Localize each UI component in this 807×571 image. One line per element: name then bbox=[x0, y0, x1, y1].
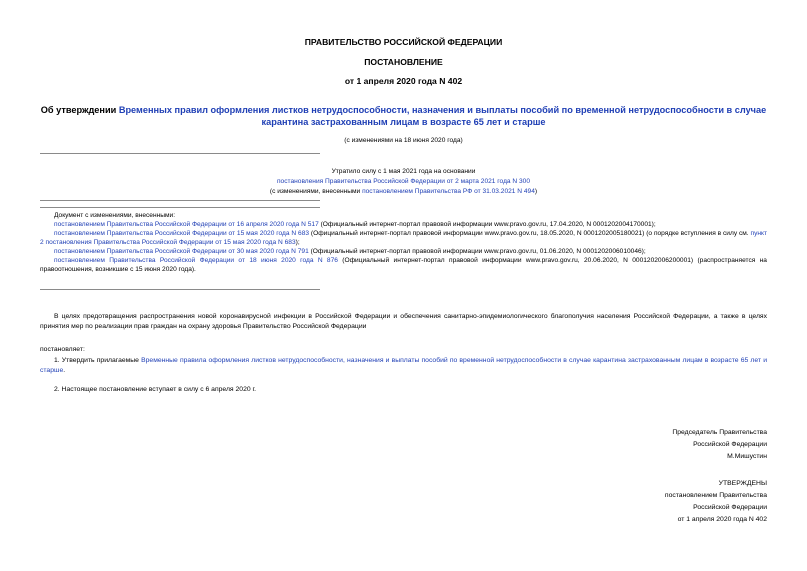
approved-block bbox=[500, 478, 767, 526]
amendment-item bbox=[40, 229, 767, 247]
intro-paragraph: В целях предотвращения распространения новой коронавирусной инфекции в Российской Федерации и обеспечения санитарно-эпидемиологического благополучия населения Российской Федерации, а также в целях принятия мер по реализации прав граждан на охрану здоровья Правительство Российской Федерации bbox=[40, 313, 767, 330]
p1-rules-link[interactable]: Временные правила оформления листков нетрудоспособности, назначения и выплаты пособий по временной нетрудоспособности в случае карантина застрахованным лицам в возрасте 65 лет и старше bbox=[40, 357, 767, 374]
expired-line3-pre: (с изменениями, внесенными bbox=[269, 188, 363, 195]
divider bbox=[40, 200, 320, 201]
amendment-link[interactable]: постановлением Правительства Российской Федерации от 16 апреля 2020 года N 517 bbox=[54, 221, 319, 228]
amendment-item bbox=[40, 256, 767, 274]
signature-block bbox=[500, 427, 767, 463]
expired-line1: Утратило силу с 1 мая 2021 года на основании bbox=[331, 168, 476, 175]
p1-pre: 1. Утвердить прилагаемые bbox=[54, 357, 142, 364]
signature-line3: М.Мишустин bbox=[727, 453, 767, 460]
approved-line4: от 1 апреля 2020 года N 402 bbox=[677, 516, 767, 523]
amendment-item bbox=[40, 247, 767, 256]
amendment-link[interactable]: постановлением Правительства Российской Федерации от 15 мая 2020 года N 683 bbox=[54, 230, 310, 237]
expired-line3-post: ) bbox=[534, 188, 538, 195]
title-link[interactable]: Временных правил оформления листков нетрудоспособности, назначения и выплаты пособий по временной нетрудоспособности в случае карантина застрахованным лицам в возрасте 65 лет и старше bbox=[118, 105, 767, 127]
expired-line3 bbox=[210, 187, 597, 197]
org-heading: ПРАВИТЕЛЬСТВО РОССИЙСКОЙ ФЕДЕРАЦИИ bbox=[304, 37, 503, 47]
amendments-heading: Документ с изменениями, внесенными: bbox=[54, 212, 176, 219]
signature-line2: Российской Федерации bbox=[693, 441, 767, 448]
expired-note bbox=[210, 167, 597, 197]
amendment-link[interactable]: постановлением Правительства Российской Федерации от 30 мая 2020 года N 791 bbox=[54, 248, 309, 255]
title-prefix: Об утверждении bbox=[40, 105, 119, 115]
expired-amend-link[interactable]: постановлением Правительства РФ от 31.03.2021 N 494 bbox=[362, 188, 535, 195]
amendment-item bbox=[40, 220, 767, 229]
amendment-text: ); bbox=[295, 239, 300, 246]
doc-type-heading: ПОСТАНОВЛЕНИЕ bbox=[364, 57, 443, 67]
divider bbox=[40, 153, 320, 154]
signature-line1: Председатель Правительства bbox=[672, 429, 767, 436]
approved-line3: Российской Федерации bbox=[693, 504, 767, 511]
p1-post: . bbox=[63, 367, 66, 374]
expired-repeal-link[interactable]: постановления Правительства Российской Федерации от 2 марта 2021 года N 300 bbox=[276, 178, 531, 185]
divider bbox=[40, 207, 320, 208]
approved-line1: УТВЕРЖДЕНЫ bbox=[718, 480, 767, 487]
changes-note: (с изменениями на 18 июня 2020 года) bbox=[344, 137, 463, 144]
amendment-text: (Официальный интернет-портал правовой информации www.pravo.gov.ru, 18.05.2020, N 0001202005180021) (о порядке вступления в силу см. bbox=[309, 230, 751, 237]
amendment-link[interactable]: пункт 2 постановления Правительства Российской Федерации от 15 мая 2020 года N 683 bbox=[40, 230, 767, 246]
document-title bbox=[40, 104, 767, 128]
amendment-text: (Официальный интернет-портал правовой информации www.pravo.gov.ru, 20.06.2020, N 0001202006200001) (распространяется на правоотношения, возникшие с 15 июня 2020 года). bbox=[40, 257, 767, 273]
amendments-list bbox=[40, 211, 767, 274]
amendment-text: (Официальный интернет-портал правовой информации www.pravo.gov.ru, 01.06.2020, N 0001202006010046); bbox=[308, 248, 646, 255]
amendment-text: (Официальный интернет-портал правовой информации www.pravo.gov.ru, 17.04.2020, N 0001202004170001); bbox=[318, 221, 656, 228]
date-number-heading: от 1 апреля 2020 года N 402 bbox=[344, 76, 463, 86]
decrees-word: постановляет: bbox=[40, 346, 85, 353]
divider bbox=[40, 289, 320, 290]
amendment-link[interactable]: постановлением Правительства Российской Федерации от 18 июня 2020 года N 876 bbox=[54, 257, 338, 264]
paragraph-2: 2. Настоящее постановление вступает в силу с 6 апреля 2020 г. bbox=[54, 386, 257, 393]
paragraph-1 bbox=[40, 356, 767, 376]
approved-line2: постановлением Правительства bbox=[664, 492, 767, 499]
